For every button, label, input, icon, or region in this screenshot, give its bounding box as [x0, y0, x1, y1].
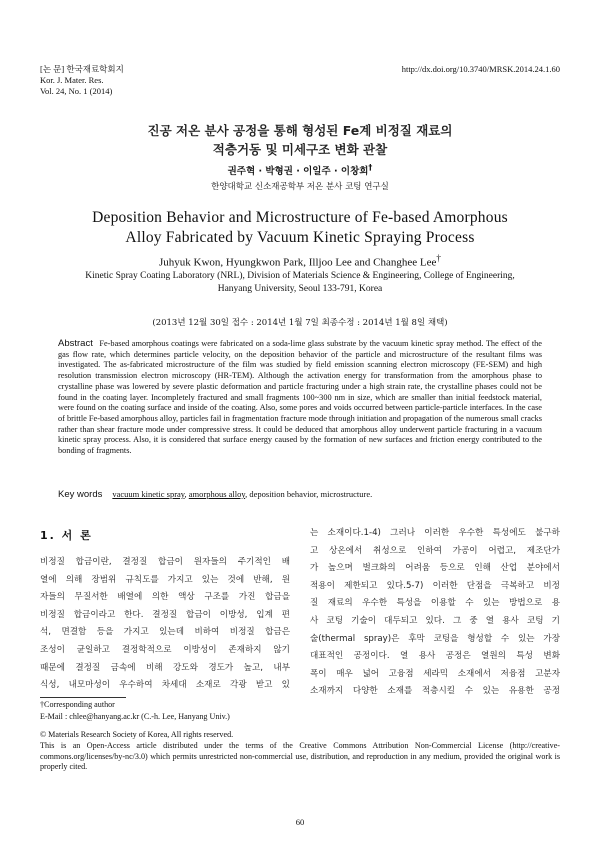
- text-line: 자들의 무질서한 배열에 의한 액상 구조를 가진 합금을: [40, 592, 290, 603]
- korean-title: [0, 121, 600, 159]
- english-title-line-2: Alloy Fabricated by Vacuum Kinetic Spraying Process: [125, 229, 475, 246]
- text-line: 식성, 내모마성이 우수하여 차세대 소재로 각광 받고 있: [40, 680, 290, 691]
- english-title: [0, 208, 600, 248]
- keyword-separator: ,: [184, 489, 189, 499]
- text-line: 열에 의해 장범위 규칙도를 가지고 있는 것에 반해, 원: [40, 574, 290, 585]
- english-authors: [0, 253, 600, 269]
- doi-link[interactable]: http://dx.doi.org/10.3740/MRSK.2014.24.1.60: [401, 64, 560, 74]
- text-line: 사 코팅 기술이 대두되고 있다. 그 중 열 용사 코팅 기: [310, 615, 560, 626]
- section-heading-introduction: 1. 서 론: [40, 529, 93, 542]
- english-title-line-1: Deposition Behavior and Microstructure of Fe-based Amorphous: [92, 209, 508, 226]
- text-line: 폭이 매우 넓어 고융점 세라믹 소재에서 저융점 고분자: [310, 668, 560, 679]
- text-line: 적용이 제한되고 있다.5-7) 이러한 단점을 극복하고 비정: [310, 580, 560, 591]
- text-line: 질 재료의 우수한 특성을 이용할 수 있는 방법으로 용: [310, 598, 560, 609]
- text-line: 비정질 합금이란, 결정질 합금이 원자들의 주기적인 배: [40, 557, 290, 567]
- received-dates: (2013년 12월 30일 접수 : 2014년 1월 7일 최종수정 : 2014년 1월 8일 채택): [152, 318, 448, 328]
- text-line: 는 소재이다.1-4) 그러나 이러한 우수한 특성에도 불구하: [310, 528, 560, 538]
- journal-volume: Vol. 24, No. 1 (2014): [40, 86, 113, 96]
- right-column-text: [310, 525, 560, 701]
- journal-name-english: Kor. J. Mater. Res.: [40, 75, 104, 85]
- text-line: 조성이 균일하고 결정학적으로 이방성이 존재하지 않기: [40, 644, 290, 655]
- journal-name-korean: [논 문] 한국재료학회지: [40, 64, 124, 74]
- korean-author-list: 권주혁 · 박형권 · 이일주 · 이창희: [227, 166, 369, 178]
- text-line: 소재까지 다양한 소재를 적층시킬 수 있는 유용한 공정: [310, 686, 560, 697]
- keywords-rest: , deposition behavior, microstructure.: [245, 489, 373, 499]
- korean-title-line-2: 적층거동 및 미세구조 변화 관찰: [212, 142, 388, 157]
- text-line: 가 높으며 벌크화의 어려움 등으로 인해 산업 분야에서: [310, 563, 560, 574]
- keyword-link[interactable]: amorphous alloy: [188, 489, 246, 499]
- english-affiliation: Kinetic Spray Coating Laboratory (NRL), Division of Materials Science & Engineering, College of Engineering, Hanyang University, Seoul 133-791, Korea: [85, 271, 515, 294]
- keywords-label: Key words: [58, 489, 103, 500]
- korean-authors: [0, 163, 600, 177]
- text-line: 비정질 합금이라고 한다. 결정질 합금이 이방성, 입계 편: [40, 609, 290, 620]
- text-line: 대표적인 공정이다. 열 용사 공정은 열원의 특성 변화: [310, 651, 560, 662]
- text-line: 때문에 결정질 금속에 비해 강도와 경도가 높고, 내부: [40, 662, 290, 673]
- text-line: 술(thermal spray)은 후막 코팅을 형성할 수 있는 가장: [310, 633, 560, 644]
- text-line: 고 상온에서 취성으로 인하여 가공이 어렵고, 제조단가: [310, 545, 560, 556]
- abstract-label: Abstract: [58, 338, 93, 349]
- english-author-list: Juhyuk Kwon, Hyungkwon Park, Illjoo Lee and Changhee Lee: [159, 256, 437, 269]
- korean-affiliation: 한양대학교 신소재공학부 저온 분사 코팅 연구실: [211, 182, 389, 192]
- footnote-license: This is an Open-Access article distributed under the terms of the Creative Commons Attribution Non-Commercial License (http://creative-commons.org/licenses/by-nc/3.0) which permits unrestricted non-commercial use, distribution, and reproduction in any medium, provided the original work is properly cited.: [40, 741, 560, 772]
- corresponding-dagger: †: [368, 163, 373, 172]
- page-number: 60: [295, 817, 305, 827]
- abstract: [58, 339, 542, 457]
- footnote-copyright: © Materials Research Society of Korea, All rights reserved.: [40, 730, 234, 739]
- journal-header: [40, 64, 124, 97]
- text-line: 석, 면결함 등을 가지고 있는데 비하여 비정질 합금은: [40, 627, 290, 638]
- footnote-corresponding: †Corresponding author: [40, 700, 115, 709]
- english-corresponding-dagger: †: [436, 253, 441, 263]
- korean-title-line-1: 진공 저온 분사 공정을 통해 형성된 Fe계 비정질 재료의: [147, 123, 453, 138]
- left-column-text: [40, 554, 290, 695]
- keyword-link[interactable]: vacuum kinetic spray: [112, 489, 185, 499]
- abstract-text: Fe-based amorphous coatings were fabricated on a soda-lime glass substrate by the vacuum kinetic spray method. The effect of the gas flow rate, which determines particle velocity, on the deposition behavior of the particle and microstructure of the resultant films was investigated. The as-fabricated microstructure of the film was studied by field emission scanning electron microscopy (FE-SEM) and high resolution transmission electron microscopy (HR-TEM). Although the activation energy for transformation from the amorphous phase to crystalline phase was lowered by severe plastic deformation and particle fracturing under a high strain rate, the crystalline phases could not be found in the coating layer. Incompletely fractured and small fragments 100~300 nm in size, which are smaller than initial feedstock material, were found on the coating surface and inside of the coating. Also, some pores and voids occurred between particle-particle interfaces. In the case of brittle Fe-based amorphous alloy, particles fail in fragmentation fracture mode through initiation and propagation of the numerous small cracks rather than shear fracture mode under compressive stress. It could be deduced that amorphous alloy underwent particle fracturing in a vacuum kinetic spray process. Also, it is considered that surface energy caused by the formation of new surfaces and friction energy contributed to the bonding of fragments.: [58, 339, 542, 456]
- footnote-divider: [40, 697, 126, 698]
- footnote-email: E-Mail : chlee@hanyang.ac.kr (C.-h. Lee, Hanyang Univ.): [40, 712, 230, 721]
- keywords: [58, 489, 542, 500]
